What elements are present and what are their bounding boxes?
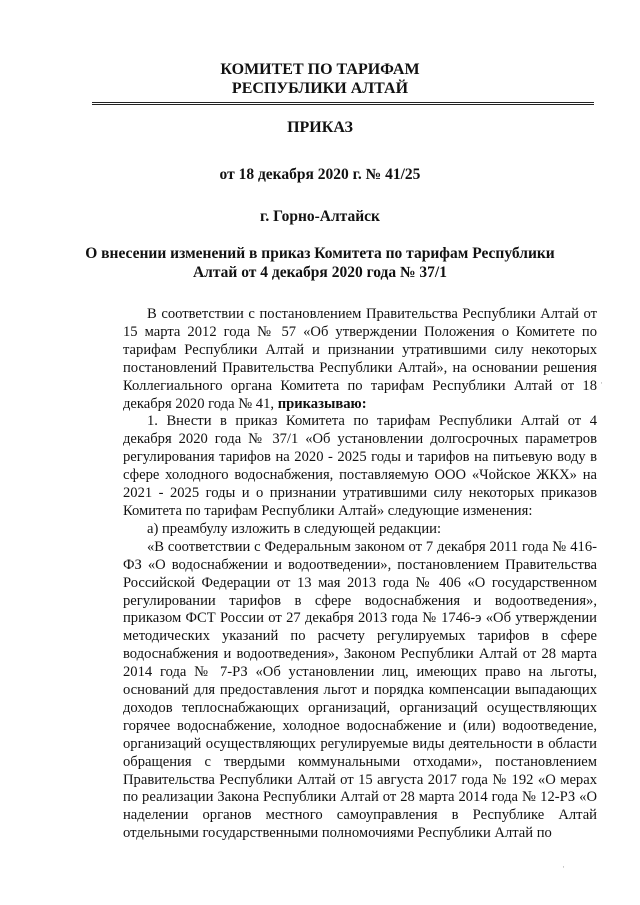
- document-city: г. Горно-Алтайск: [260, 208, 380, 225]
- document-subject-line2: Алтай от 4 декабря 2020 года № 37/1: [192, 264, 447, 281]
- org-name-line1: КОМИТЕТ ПО ТАРИФАМ: [220, 61, 420, 78]
- header-rule-thick: [92, 104, 594, 105]
- document-body: [123, 306, 597, 843]
- order-word: приказываю:: [277, 395, 367, 412]
- paragraph-item-1: 1. Внести в приказ Комитета по тарифам Республики Алтай от 4 декабря 2020 года № 37/1 «Об установлении долгосрочных параметров регулирования тарифов на 2020 - 2025 годы и тарифов на питьевую воду в сфере холодного водоснабжения, поставляемую ООО «Чойское ЖКХ» на 2021 - 2025 годы и о признании утратившими силу некоторых приказов Комитета по тарифам Республики Алтай» следующие изменения:: [123, 413, 597, 519]
- scan-speck: ·: [562, 862, 565, 872]
- paragraph-subitem-a: а) преамбулу изложить в следующей редакции:: [147, 520, 442, 537]
- paragraph-preamble: [123, 306, 597, 413]
- document-date-number: от 18 декабря 2020 г. № 41/25: [219, 166, 421, 183]
- document-subject-line1: О внесении изменений в приказ Комитета по тарифам Республики: [85, 245, 555, 262]
- header-rule-thin: [92, 102, 594, 103]
- preamble-text: В соответствии с постановлением Правительства Республики Алтай от 15 марта 2012 года № 57 «Об утверждении Положения о Комитете по тарифам Республики Алтай и признании утратившими силу некоторых постановлений Правительства Республики Алтай», на основании решения Коллегиального органа Комитета по тарифам Республики Алтай от 18 декабря 2020 года № 41,: [123, 306, 597, 412]
- document-type: ПРИКАЗ: [287, 119, 353, 136]
- scan-speck: ·: [600, 378, 603, 388]
- paragraph-new-preamble: «В соответствии с Федеральным законом от 7 декабря 2011 года № 416-ФЗ «О водоснабжении и водоотведении», постановлением Правительства Российской Федерации от 13 мая 2013 года № 406 «О государственном регулировании тарифов в сфере водоснабжения и водоотведения», приказом ФСТ России от 27 декабря 2013 года № 1746-э «Об утверждении методических указаний по расчету регулируемых тарифов в сфере водоснабжения и водоотведения», Законом Республики Алтай от 28 марта 2014 года № 7-РЗ «Об установлении лиц, имеющих право на льготы, оснований для предоставления льгот и порядка компенсации выпадающих доходов теплоснабжающих организаций, организаций осуществляющих горячее водоснабжение, холодное водоснабжение и (или) водоотведение, организаций осуществляющих регулируемые виды деятельности в области обращения с твердыми коммунальными отходами», постановлением Правительства Республики Алтай от 15 августа 2017 года № 192 «О мерах по реализации Закона Республики Алтай от 28 марта 2014 года № 12-РЗ «О наделении органов местного самоуправления в Республике Алтай отдельными государственными полномочиями Республики Алтай по: [123, 538, 597, 842]
- org-name-line2: РЕСПУБЛИКИ АЛТАЙ: [231, 80, 409, 97]
